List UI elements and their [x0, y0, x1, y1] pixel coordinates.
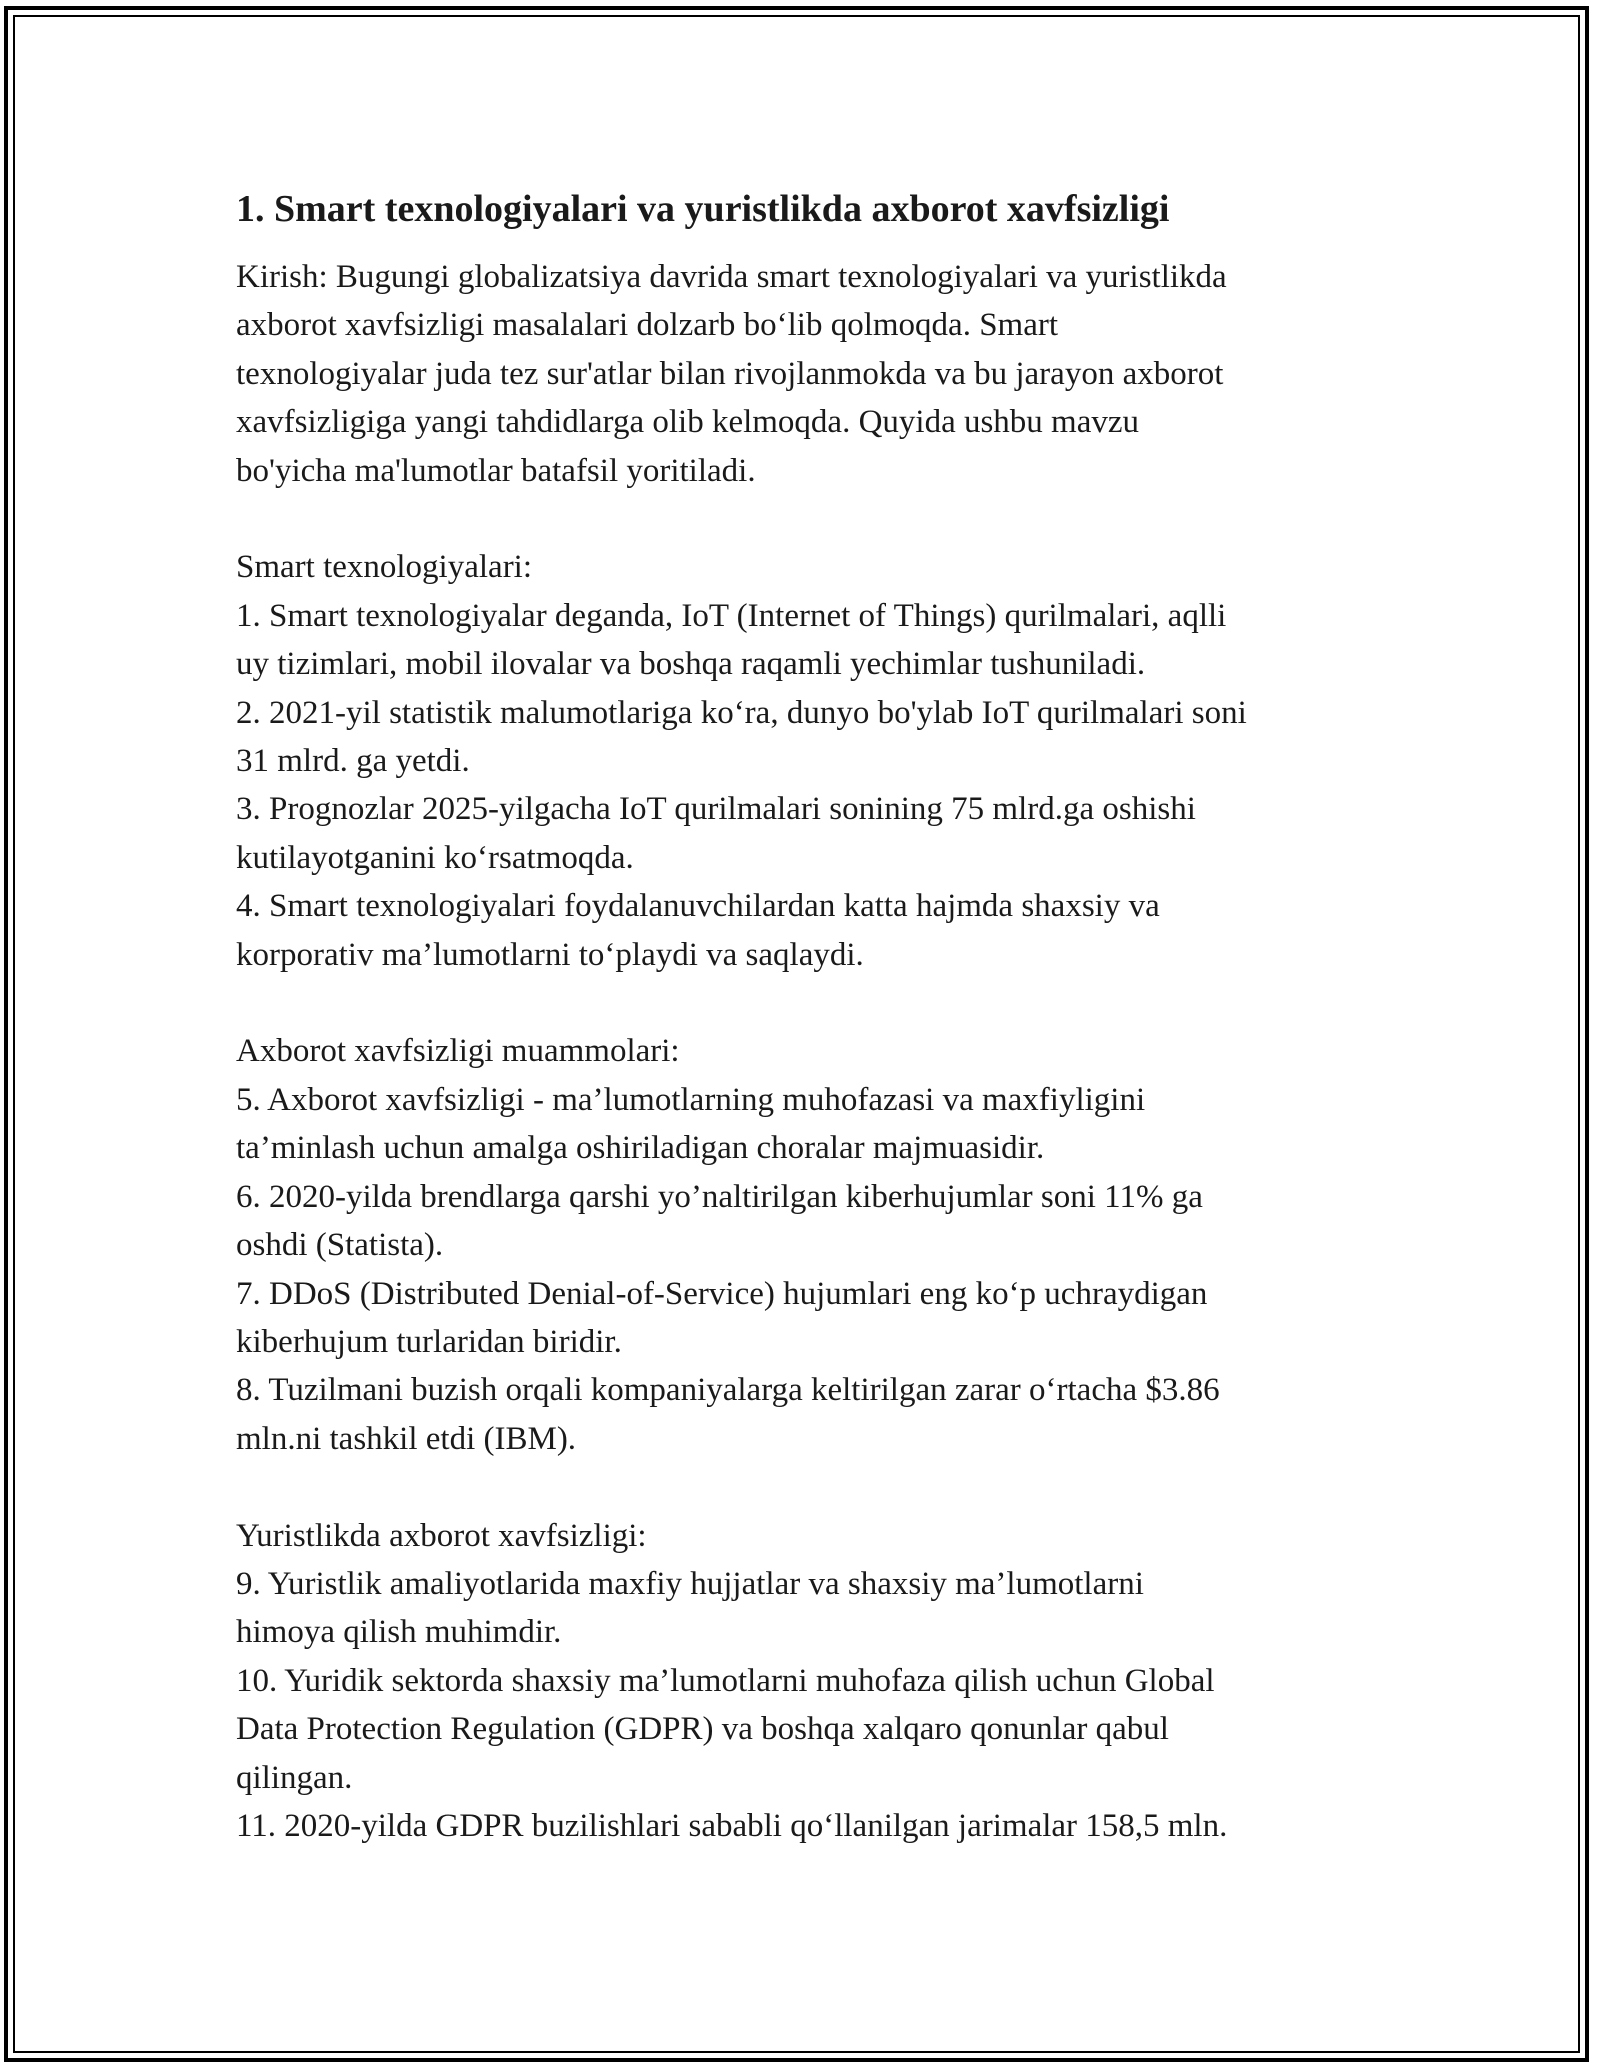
section-legal-information-security	[236, 1512, 1376, 1851]
list-item-line: himoya qilish muhimdir.	[236, 1614, 562, 1651]
list-item-line: korporativ ma’lumotlarni to‘playdi va saqlaydi.	[236, 936, 864, 973]
intro-paragraph	[236, 253, 1376, 495]
list-item-line: 2. 2021-yil statistik malumotlariga ko‘ra, dunyo bo'ylab IoT qurilmalari soni	[236, 694, 1247, 731]
paragraph-gap	[236, 495, 1376, 543]
list-item-line: Data Protection Regulation (GDPR) va boshqa xalqaro qonunlar qabul	[236, 1711, 1169, 1748]
intro-line: axborot xavfsizligi masalalari dolzarb bo‘lib qolmoqda. Smart	[236, 307, 1059, 344]
list-item-line: ta’minlash uchun amalga oshiriladigan choralar majmuasidir.	[236, 1130, 1045, 1167]
list-item-line: 11. 2020-yilda GDPR buzilishlari sababli qo‘llanilgan jarimalar 158,5 mln.	[236, 1807, 1228, 1844]
section-heading: Smart texnologiyalari:	[236, 549, 533, 586]
list-item-line: uy tizimlari, mobil ilovalar va boshqa raqamli yechimlar tushuniladi.	[236, 646, 1146, 683]
intro-line: texnologiyalar juda tez sur'atlar bilan rivojlanmokda va bu jarayon axborot	[236, 355, 1224, 392]
intro-line: xavfsizligiga yangi tahdidlarga olib kelmoqda. Quyida ushbu mavzu	[236, 404, 1140, 441]
list-item-line: 7. DDoS (Distributed Denial-of-Service) hujumlari eng ko‘p uchraydigan	[236, 1275, 1208, 1312]
list-item-line: 8. Tuzilmani buzish orqali kompaniyalarga keltirilgan zarar o‘rtacha $3.86	[236, 1372, 1220, 1409]
list-item-line: 31 mlrd. ga yetdi.	[236, 743, 470, 780]
list-item-line: kiberhujum turlaridan biridir.	[236, 1323, 622, 1360]
list-item-line: 4. Smart texnologiyalari foydalanuvchilardan katta hajmda shaxsiy va	[236, 888, 1160, 925]
list-item-line: 9. Yuristlik amaliyotlarida maxfiy hujjatlar va shaxsiy ma’lumotlarni	[236, 1565, 1144, 1602]
section-heading: Axborot xavfsizligi muammolari:	[236, 1033, 680, 1070]
list-item-line: 1. Smart texnologiyalar deganda, IoT (Internet of Things) qurilmalari, aqlli	[236, 597, 1227, 634]
list-item-line: 10. Yuridik sektorda shaxsiy ma’lumotlarni muhofaza qilish uchun Global	[236, 1662, 1215, 1699]
section-information-security-problems	[236, 1027, 1376, 1463]
list-item-line: kutilayotganini ko‘rsatmoqda.	[236, 839, 634, 876]
list-item-line: oshdi (Statista).	[236, 1227, 444, 1264]
paragraph-gap	[236, 1463, 1376, 1511]
list-item-line: 6. 2020-yilda brendlarga qarshi yo’naltirilgan kiberhujumlar soni 11% ga	[236, 1178, 1203, 1215]
list-item-line: mln.ni tashkil etdi (IBM).	[236, 1420, 577, 1457]
list-item-line: 3. Prognozlar 2025-yilgacha IoT qurilmalari sonining 75 mlrd.ga oshishi	[236, 791, 1196, 828]
list-item-line: qilingan.	[236, 1759, 353, 1796]
intro-line: Kirish: Bugungi globalizatsiya davrida smart texnologiyalari va yuristlikda	[236, 259, 1227, 295]
document-body	[236, 185, 1376, 1850]
section-heading: Yuristlikda axborot xavfsizligi:	[236, 1517, 647, 1554]
section-smart-technologies	[236, 543, 1376, 979]
document-title: 1. Smart texnologiyalari va yuristlikda axborot xavfsizligi	[236, 188, 1170, 230]
list-item-line: 5. Axborot xavfsizligi - ma’lumotlarning muhofazasi va maxfiyligini	[236, 1081, 1146, 1118]
intro-line: bo'yicha ma'lumotlar batafsil yoritiladi.	[236, 452, 756, 489]
paragraph-gap	[236, 979, 1376, 1027]
